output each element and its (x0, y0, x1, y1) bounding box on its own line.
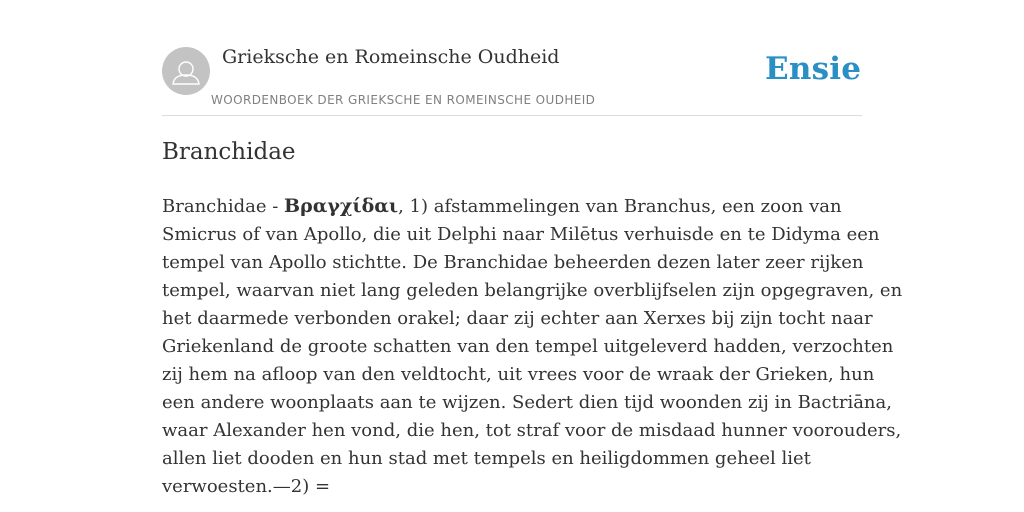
header-divider (162, 115, 862, 116)
entry-line: verwoesten.—2) = (162, 476, 331, 497)
entry-title: Branchidae (162, 139, 296, 165)
source-title-link[interactable]: Grieksche en Romeinsche Oudheid (222, 46, 560, 68)
entry-greek-term: Βραγχίδαι (284, 195, 399, 217)
entry-line: allen liet dooden en hun stad met tempels en heiligdommen geheel liet (162, 448, 811, 469)
user-avatar-icon (162, 47, 210, 95)
entry-line: waar Alexander hen vond, die hen, tot straf voor de misdaad hunner voorouders, (162, 420, 902, 441)
entry-line: zij hem na afloop van den veldtocht, uit vrees voor de wraak der Grieken, hun (162, 364, 875, 385)
entry-line: een andere woonplaats aan te wijzen. Sedert dien tijd woonden zij in Bactriāna, (162, 392, 892, 413)
entry-line: tempel van Apollo stichtte. De Branchidae beheerden dezen later zeer rijken (162, 252, 864, 273)
entry-line: tempel, waarvan niet lang geleden belangrijke overblijfselen zijn opgegraven, en (162, 280, 903, 301)
entry-line: het daarmede verbonden orakel; daar zij echter aan Xerxes bij zijn tocht naar (162, 308, 873, 329)
entry-lead-term: Branchidae - (162, 196, 285, 217)
entry-body (162, 192, 903, 501)
entry-line: Griekenland de groote schatten van den tempel uitgeleverd hadden, verzochten (162, 336, 894, 357)
source-subtitle: WOORDENBOEK DER GRIEKSCHE EN ROMEINSCHE OUDHEID (211, 93, 596, 107)
entry-line: Smicrus of van Apollo, die uit Delphi naar Milētus verhuisde en te Didyma een (162, 224, 880, 245)
entry-line (162, 192, 862, 221)
entry-line-text: , 1) afstammelingen van Branchus, een zoon van (398, 196, 842, 217)
ensie-logo-link[interactable]: Ensie (765, 51, 862, 87)
